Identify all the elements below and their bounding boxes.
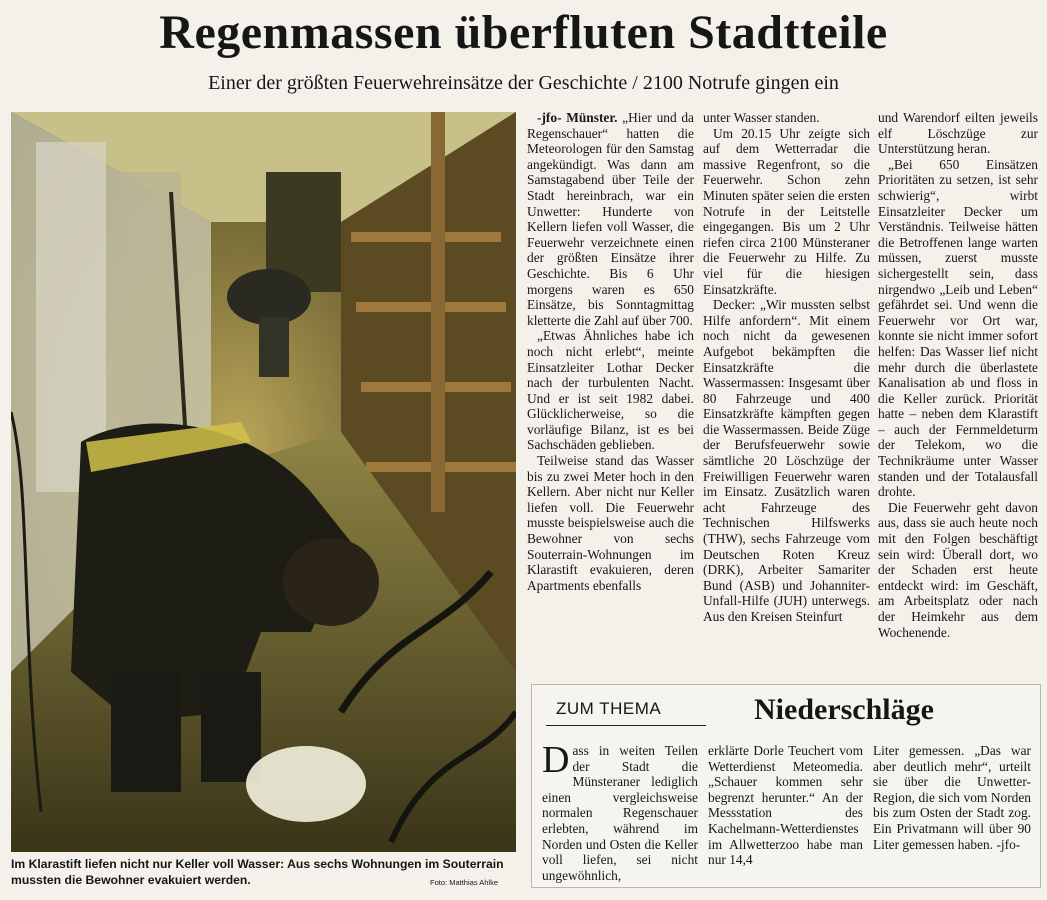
box-paragraph: Liter gemessen. „Das war aber deutlich mehr“, urteilt sie über die Unwetter-Region, die sich vom Norden bis zum Osten der Stadt zog. Ein Privatmann will über 90 Liter gemessen haben. -jfo- [873, 743, 1031, 852]
article-paragraph: Um 20.15 Uhr zeigte sich auf dem Wetterradar die massive Regenfront, so die Feuerwehr. Schon zehn Minuten später seien die ersten Notrufe in der Leitstelle eingegangen. Bis um 2 Uhr riefen circa 2100 Münsteraner die Feuerwehr zu Hilfe. Zu viel für die hiesigen Einsatzkräfte. [703, 125, 870, 297]
box-paragraph: erklärte Dorle Teuchert vom Wetterdienst Meteomedia. „Schauer kommen sehr begrenzt herunter.“ An der Messstation des Kachelmann-Wetterdienstes im Allwetterzoo habe man nur 14,4 [708, 743, 863, 868]
photo-caption [11, 856, 516, 888]
dateline: -jfo- Münster. [537, 110, 618, 125]
article-paragraph: Die Feuerwehr geht davon aus, dass sie auch heute noch mit den Folgen beschäftigt sein wird: Überall dort, wo der Schaden erst heute entdeckt wird: im Geschäft, am Arbeitsplatz oder nach der Heimkehr aus dem Wochenende. [878, 499, 1038, 640]
article-paragraph: unter Wasser standen. [703, 110, 820, 125]
article-paragraph: „Etwas Ähnliches habe ich noch nicht erlebt“, meinte Einsatzleiter Lothar Decker nach der turbulenten Nacht. Und er ist seit 1982 dabei. Glücklicherweise, so die vorläufige Bilanz, ist es bei Sachschäden geblieben. [527, 328, 694, 453]
article-paragraph: Teilweise stand das Wasser bis zu zwei Meter hoch in den Kellern. Aber nicht nur Keller liefen voll. Die Feuerwehr musste beispielsweise auch die Bewohner von sechs Souterrain-Wohnungen im Klarastift evakuieren, deren Apartments ebenfalls [527, 453, 694, 593]
box-column-1 [542, 739, 698, 883]
article-column-2 [703, 110, 870, 625]
drop-cap: D [542, 739, 570, 781]
headline: Regenmassen überfluten Stadtteile [159, 6, 888, 59]
box-tag: ZUM THEMA [556, 699, 662, 718]
article-paragraph: „Bei 650 Einsätzen Prioritäten zu setzen, ist sehr schwierig“, wirbt Einsatzleiter Decker um Verständnis. Teilweise hätten die Betroffenen lange warten müssen, zuerst musste sichergestellt sein, dass nirgendwo „Leib und Leben“ gefährdet sei. Und wenn die Feuerwehr vor Ort war, konnte sie nicht immer sofort helfen: Das Wasser lief nicht mehr durch die überlastete Kanalisation ab und floss in die Keller zurück. Priorität hatte – neben dem Klarastift – auch der Fernmeldeturm der Telekom, wo die Technikräume unter Wasser standen und der Totalausfall drohte. [878, 156, 1038, 500]
article-column-1 [527, 110, 694, 593]
photo-credit: Foto: Matthias Ahlke [430, 878, 498, 887]
photo-caption-text: Im Klarastift liefen nicht nur Keller voll Wasser: Aus sechs Wohnungen im Souterrain mussten die Bewohner evakuiert werden. [11, 857, 504, 887]
box-column-2 [708, 743, 863, 868]
subheadline: Einer der größten Feuerwehreinsätze der Geschichte / 2100 Notrufe gingen ein [208, 72, 839, 94]
article-paragraph: „Hier und da Regenschauer“ hatten die Meteorologen für den Samstag angekündigt. Was dann am Samstagabend über Teile der Stadt hereinbrach, war ein Unwetter: Hunderte von Kellern liefen voll Wasser, die Feuerwehr verzeichnete einen der größten Einsätze ihrer Geschichte. Bis 6 Uhr morgens waren es 650 Einsätze, bis Sonntagmittag kletterte die Zahl auf über 700. [527, 110, 694, 328]
article-paragraph: Decker: „Wir mussten selbst Hilfe anfordern“. Mit einem noch nicht da gewesenen Aufgebot bekämpften die Einsatzkräfte die Wassermassen: Insgesamt über 80 Fahrzeuge und 400 Einsatzkräfte kämpften gegen die Wassermassen. Beide Züge der Berufsfeuerwehr sowie sämtliche 20 Löschzüge der Freiwilligen Feuerwehr waren im Einsatz. Zusätzlich waren acht Fahrzeuge des Technischen Hilfswerks (THW), sechs Fahrzeuge vom Deutschen Roten Kreuz (DRK), Arbeiter Samariter Bund (ASB) und Johanniter-Unfall-Hilfe (JUH) unterwegs. Aus den Kreisen Steinfurt [703, 297, 870, 624]
box-paragraph: ass in weiten Teilen der Stadt die Münsteraner lediglich einen vergleichsweise normalen Regenschauer erlebten, während im Norden und Osten die Keller voll liefen, sei nicht ungewöhnlich, [542, 743, 698, 883]
article-paragraph: und Warendorf eilten jeweils elf Löschzüge zur Unterstützung heran. [878, 110, 1038, 157]
flooded-basement-photo [11, 112, 516, 852]
photo-illustration [11, 112, 516, 852]
article-column-3 [878, 110, 1038, 640]
box-title: Niederschläge [754, 693, 934, 726]
box-tag-underline [546, 725, 706, 726]
box-column-3 [873, 743, 1031, 852]
zum-thema-box [531, 684, 1041, 888]
